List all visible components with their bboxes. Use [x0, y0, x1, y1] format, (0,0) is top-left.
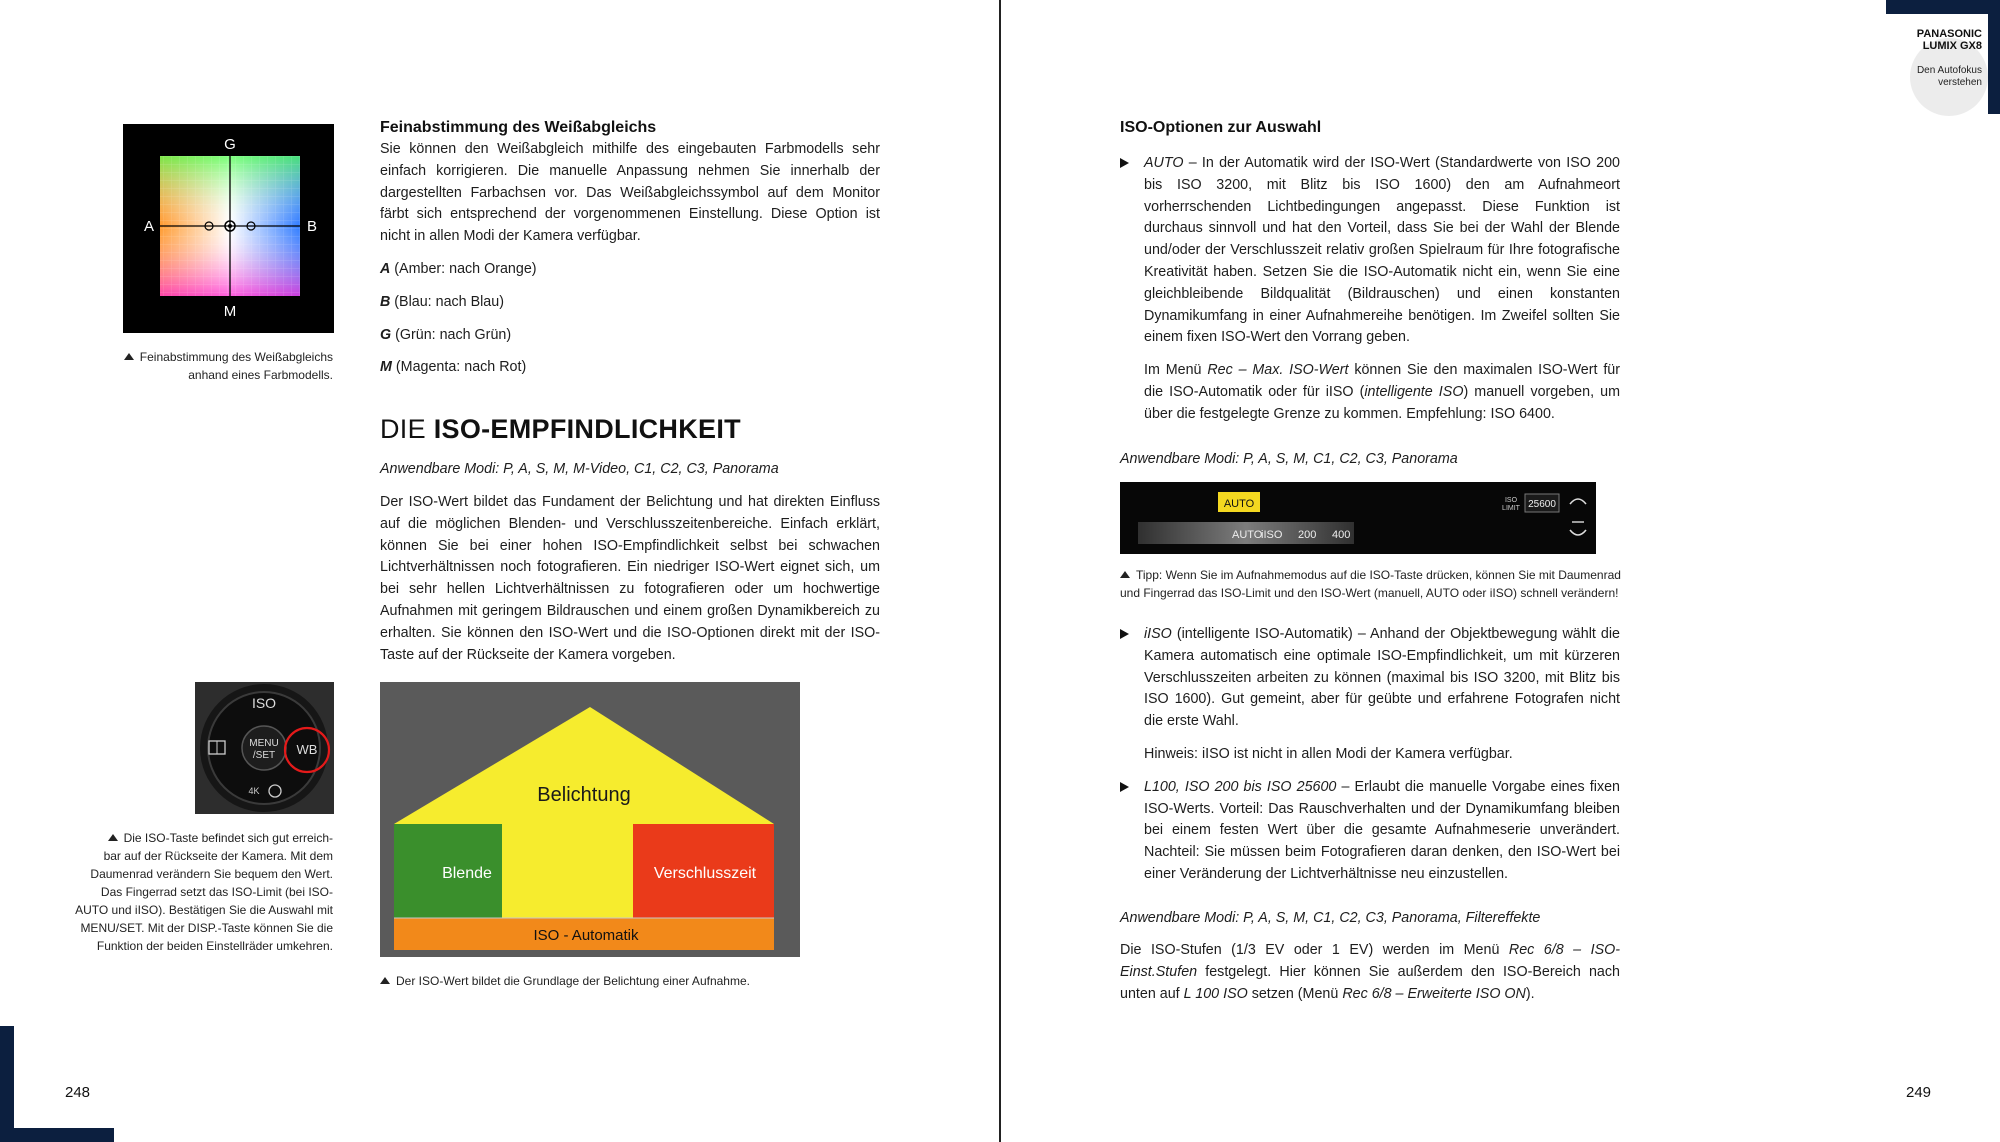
- wb-section: [380, 119, 880, 379]
- screen-auto-label: AUTO: [1223, 498, 1255, 510]
- camera-4k-label: 4K: [248, 786, 260, 796]
- camera-figure-caption: Die ISO-Taste befindet sich gut erreich- bar auf der Rückseite der Kamera. Mit dem Daumenrad verändern Sie bequem den Wert. Das Fingerrad setzt das ISO-Limit (bei ISO- AUTO und iISO). Bestätigen Sie die Auswahl mit MENU/SET. Mit der DISP.-Taste können Sie die Funktion der beiden Einstellräder umkehren.: [75, 831, 333, 953]
- chapter-tab-subtitle: Den Autofokus verstehen: [1916, 65, 1982, 88]
- tab-top-bar: [1886, 0, 2000, 14]
- chapter-tab-brand: PANASONIC LUMIX GX8: [1916, 28, 1982, 52]
- page-number-right: 249: [1906, 1084, 1932, 1101]
- camera-wb-label: WB: [296, 742, 318, 757]
- wb-color-model-figure: [123, 124, 334, 333]
- caption-triangle-icon: [124, 353, 134, 360]
- camera-iso-label: ISO: [251, 695, 277, 711]
- screen-scale-400: 400: [1332, 529, 1351, 541]
- screen-iso-limit-1: ISO: [1504, 497, 1518, 504]
- camera-back-figure: [195, 682, 334, 814]
- wb-item-m: M (Magenta: nach Rot): [380, 359, 527, 376]
- screen-iso-limit-2: LIMIT: [1502, 505, 1520, 512]
- page-number-left: 248: [65, 1084, 91, 1101]
- iso-heading: DIE ISO-EMPFINDLICHKEIT: [380, 414, 741, 444]
- screen-limit-value: 25600: [1528, 499, 1556, 510]
- iso-modes-1: Anwendbare Modi: P, A, S, M, C1, C2, C3, Panorama: [1120, 451, 1458, 467]
- tab-side-bar: [1988, 0, 2000, 114]
- screen-scale-200: 200: [1298, 529, 1317, 541]
- camera-set-label: /SET: [252, 750, 276, 761]
- bullet-manual: L100, ISO 200 bis ISO 25600 – Erlaubt die manuelle Vorgabe eines fixen ISO-Werts. Vorteil: Das Rauschverhalten und der Dynamikumfang bleiben bei einem festen Wert über die gesamte Aufnahmeserie unverändert. Nachteil: Sie müssen beim Fotografieren daran denken, den ISO-Wert bei einer Veränderung der Lichtverhältnisse neu einzustellen.: [1120, 777, 1620, 886]
- iso-modes-2: Anwendbare Modi: P, A, S, M, C1, C2, C3, Panorama, Filtereffekte: [1120, 910, 1541, 926]
- bullet-auto: AUTO – In der Automatik wird der ISO-Wert (Standardwerte von ISO 200 bis ISO 3200, mit Blitz bis ISO 1600) den am Aufnahmeort vorherrschenden Lichtbedingungen angepasst. Diese Funktion ist durchaus sinnvoll und hat den Vorteil, dass Sie bei der Wahl der Blende und/oder der Verschlusszeit relativ großen Spielraum für Ihre fotografische Kreativität haben. Setzen Sie die ISO-Automatik nicht ein, wenn Sie eine gleichbleibende Bildqualität (Bildrauschen) und einen konstanten Dynamikumfang in einer Aufnahmereihe benötigen. Im Zweifel sollten Sie einem fixen ISO-Wert den Vorrang geben. Im Menü Rec – Max. ISO-Wert können Sie den maximalen ISO-Wert für die ISO-Automatik oder für iISO (intelligente ISO) manuell vorgeben, um über die festgelegte Grenze zu kommen. Empfehlung: ISO 6400.: [1120, 153, 1620, 426]
- wb-label-m: M: [223, 303, 237, 320]
- iso-options-title: ISO-Optionen zur Auswahl: [1120, 119, 1322, 136]
- screen-scale-auto: AUTO: [1232, 529, 1263, 541]
- wb-item-g: G (Grün: nach Grün): [380, 326, 512, 343]
- wb-section-title: Feinabstimmung des Weißabgleichs: [380, 119, 657, 136]
- house-figure-caption: Der ISO-Wert bildet die Grundlage der Belichtung einer Aufnahme.: [380, 972, 820, 990]
- corner-mark-left-bottom: [0, 1128, 114, 1142]
- iso-modes: Anwendbare Modi: P, A, S, M, M-Video, C1, C2, C3, Panorama: [380, 461, 779, 477]
- caption-triangle-icon: [1120, 571, 1130, 578]
- bullet-arrow-icon: [1120, 782, 1129, 792]
- camera-menu-label: MENU: [249, 738, 279, 749]
- bullet-auto-para2: Im Menü Rec – Max. ISO-Wert können Sie den maximalen ISO-Wert für die ISO-Automatik oder für iISO (intelligente ISO) manuell vorgeben, um über die festgelegte Grenze zu kommen. Empfehlung: ISO 6400.: [1144, 362, 1621, 422]
- exposure-house-figure: [380, 682, 800, 957]
- screen-scale-iiso: iISO: [1261, 529, 1283, 541]
- wb-figure-caption: Feinabstimmung des Weißabgleichs anhand eines Farbmodells.: [80, 348, 333, 384]
- caption-triangle-icon: [108, 834, 118, 841]
- iso-body: Der ISO-Wert bildet das Fundament der Belichtung und hat direkten Einfluss auf die möglichen Blenden- und Verschlusszeitenbereiche. Einfach erklärt, können Sie bei einer hohen ISO-Empfindlichkeit selbst bei schwachen Lichtverhältnissen noch fotografieren. Ein niedriger ISO-Wert eignet sich, um bei sehr hellen Lichtverhältnissen zu fotografieren oder um hochwertige Aufnahmen mit geringem Bildrauschen und einem großen Dynamikbereich zu erhalten. Sie können den ISO-Wert und die ISO-Optionen direkt mit der ISO-Taste auf der Rückseite der Kamera vorgeben.: [380, 494, 880, 663]
- iso-steps-paragraph: Die ISO-Stufen (1/3 EV oder 1 EV) werden im Menü Rec 6/8 – ISO-Einst.Stufen festgelegt. Hier können Sie außerdem den ISO-Bereich nach unten auf L 100 ISO setzen (Menü Rec 6/8 – Erweiterte ISO ON).: [1120, 942, 1620, 1002]
- corner-mark-left: [0, 1026, 14, 1142]
- caption-triangle-icon: [380, 977, 390, 984]
- wb-label-b: B: [306, 218, 318, 235]
- wb-label-g: G: [224, 136, 236, 153]
- page-spine: [999, 0, 1001, 1142]
- house-base-label: ISO - Automatik: [533, 927, 639, 944]
- iso-screen-caption: Tipp: Wenn Sie im Aufnahmemodus auf die ISO-Taste drücken, können Sie mit Daumenrad und Fingerrad das ISO-Limit und den ISO-Wert (manuell, AUTO oder iISO) schnell verändern!: [1120, 568, 1621, 600]
- bullet-arrow-icon: [1120, 158, 1129, 168]
- iso-options-list-2: [1120, 624, 1620, 886]
- iso-options-list: [1120, 153, 1620, 426]
- house-right-label: Verschlusszeit: [653, 865, 757, 882]
- iso-screen-figure: [1120, 482, 1596, 554]
- wb-label-a: A: [143, 218, 155, 235]
- wb-section-body: Sie können den Weißabgleich mithilfe des eingebauten Farbmodells sehr einfach korrigieren. Die manuelle Anpassung nehmen Sie innerhalb der dargestellten Farbachsen vor. Das Weißabgleichssymbol auf dem Monitor färbt sich entsprechend der vorgenommenen Einstellung. Diese Option ist nicht in allen Modi der Kamera verfügbar.: [380, 141, 880, 245]
- bullet-arrow-icon: [1120, 629, 1129, 639]
- house-roof-label: Belichtung: [537, 784, 631, 806]
- wb-item-b: B (Blau: nach Blau): [380, 293, 504, 310]
- wb-item-a: A (Amber: nach Orange): [380, 260, 537, 277]
- house-left-label: Blende: [442, 865, 492, 882]
- bullet-iiso-note: Hinweis: iISO ist nicht in allen Modi der Kamera verfügbar.: [1144, 745, 1513, 762]
- bullet-iiso: iISO (intelligente ISO-Automatik) – Anhand der Objektbewegung wählt die Kamera automatisch eine optimale ISO-Empfindlichkeit, um mit kürzeren Verschlusszeiten arbeiten zu können (maximal bis ISO 3200, mit Blitz bis ISO 1600). Gut gemeint, aber für geübte und erfahrene Fotografen nicht die erste Wahl. Hinweis: iISO ist nicht in allen Modi der Kamera verfügbar.: [1120, 624, 1620, 766]
